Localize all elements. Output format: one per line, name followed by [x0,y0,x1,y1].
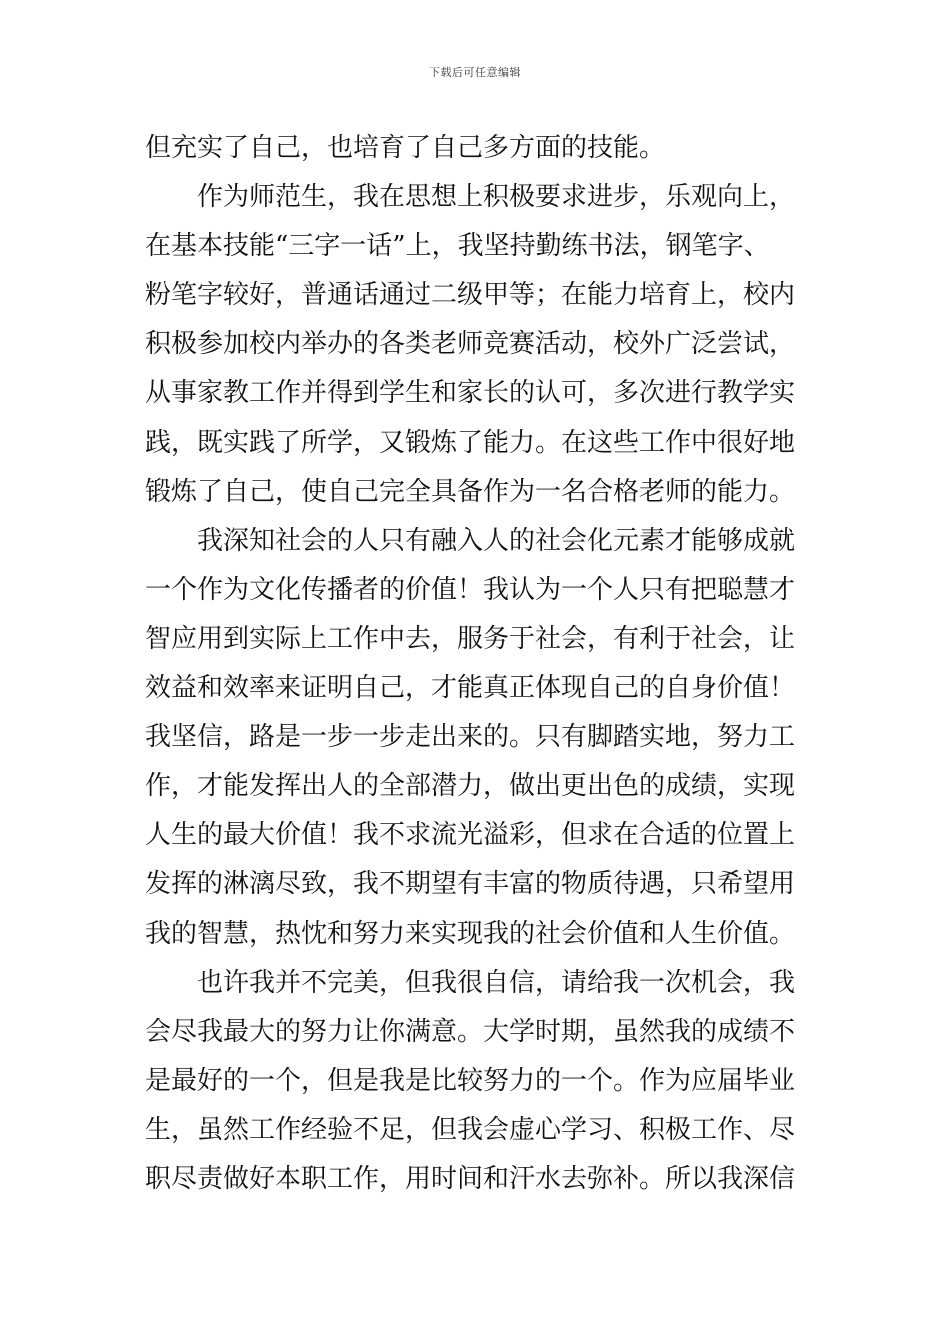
text-line: 但充实了自己，也培育了自己多方面的技能。 [145,133,666,163]
text-line: 发挥的淋漓尽致，我不期望有丰富的物质待遇，只希望用 [145,869,796,900]
text-line: 一个作为文化传播者的价值！我认为一个人只有把聪慧才 [145,574,796,605]
text-line: 积极参加校内举办的各类老师竞赛活动，校外广泛尝试， [145,329,796,360]
page-header: 下载后可任意编辑 [429,66,521,79]
text-line: 作，才能发挥出人的全部潜力，做出更出色的成绩，实现 [145,771,796,802]
text-line: 是最好的一个，但是我是比较努力的一个。作为应届毕业 [145,1065,796,1096]
text-line: 职尽责做好本职工作，用时间和汗水去弥补。所以我深信 [145,1163,796,1194]
text-line: 会尽我最大的努力让你满意。大学时期，虽然我的成绩不 [145,1016,796,1047]
text-line: 我坚信，路是一步一步走出来的。只有脚踏实地，努力工 [145,722,796,753]
text-line: 践，既实践了所学，又锻炼了能力。在这些工作中很好地 [145,427,796,458]
text-line: 作为师范生，我在思想上积极要求进步，乐观向上， [197,182,796,213]
text-line: 效益和效率来证明自己，才能真正体现自己的自身价值！ [145,673,796,704]
text-line: 在基本技能“三字一话”上，我坚持勤练书法，钢笔字、 [145,231,770,262]
text-line: 我深知社会的人只有融入人的社会化元素才能够成就 [197,525,796,556]
text-line: 智应用到实际上工作中去，服务于社会，有利于社会，让 [145,623,796,654]
body-text [145,124,810,1204]
text-line: 我的智慧，热忱和努力来实现我的社会价值和人生价值。 [145,918,796,949]
text-line: 生，虽然工作经验不足，但我会虚心学习、积极工作、尽 [145,1114,796,1145]
text-line: 粉笔字较好，普通话通过二级甲等；在能力培育上，校内 [145,280,796,311]
text-line: 人生的最大价值！我不求流光溢彩，但求在合适的位置上 [145,820,796,851]
text-line: 也许我并不完美，但我很自信，请给我一次机会，我 [197,967,796,998]
text-line: 从事家教工作并得到学生和家长的认可，多次进行教学实 [145,378,796,409]
text-line: 锻炼了自己，使自己完全具备作为一名合格老师的能力。 [145,476,796,507]
